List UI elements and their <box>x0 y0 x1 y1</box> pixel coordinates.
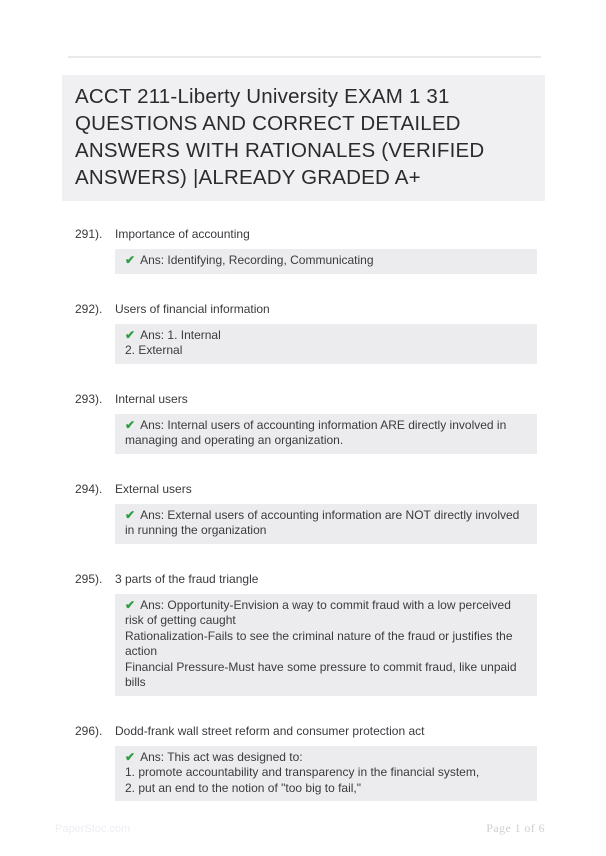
question-number: 291). <box>75 227 103 241</box>
question-number: 294). <box>75 481 103 496</box>
top-divider <box>68 56 541 58</box>
question-text: Dodd-frank wall street reform and consumer protection act <box>115 723 425 738</box>
question-item <box>62 392 545 454</box>
checkmark-icon: ✔ <box>125 597 136 612</box>
title-block <box>62 75 545 201</box>
answer-line: 2. External <box>125 343 183 357</box>
checkmark-icon: ✔ <box>125 749 136 764</box>
answer-first-line <box>125 418 527 449</box>
question-row <box>62 227 545 241</box>
answer-text: Ans: 1. Internal <box>140 327 221 342</box>
document-page <box>0 56 606 856</box>
question-item <box>62 302 545 364</box>
question-item <box>62 724 545 802</box>
question-item <box>62 572 545 696</box>
answer-first-line <box>125 508 527 539</box>
questions-list <box>62 227 545 801</box>
question-item <box>62 482 545 544</box>
question-number: 293). <box>75 391 103 406</box>
page-title: ACCT 211-Liberty University EXAM 1 31 QUESTIONS AND CORRECT DETAILED ANSWERS WITH RATIONALES (VERIFIED ANSWERS) |ALREADY GRADED A+ <box>75 85 485 189</box>
checkmark-icon: ✔ <box>125 253 136 267</box>
answer-text: Ans: This act was designed to: <box>140 749 303 764</box>
checkmark-icon: ✔ <box>125 417 136 432</box>
answer-text: Ans: External users of accounting information are NOT directly involved in running the organization <box>125 507 520 537</box>
question-text: External users <box>115 481 192 496</box>
question-row <box>62 724 545 738</box>
page-footer <box>55 821 545 836</box>
question-item <box>62 227 545 274</box>
answer-block <box>115 594 537 696</box>
answer-text: Ans: Internal users of accounting information ARE directly involved in managing and operating an organization. <box>125 417 507 447</box>
answer-block <box>115 414 537 454</box>
watermark-text: PaperStoc.com <box>55 823 131 835</box>
answer-first-line <box>125 598 527 629</box>
answer-first-line <box>125 253 527 269</box>
answer-line: Financial Pressure-Must have some pressure to commit fraud, like unpaid bills <box>125 659 517 689</box>
answer-first-line <box>125 328 527 344</box>
question-row <box>62 302 545 316</box>
answer-text: Ans: Identifying, Recording, Communicating <box>140 253 374 267</box>
question-number: 292). <box>75 301 103 316</box>
question-text: Users of financial information <box>115 301 270 316</box>
answer-block <box>115 504 537 544</box>
answer-first-line <box>125 750 527 766</box>
checkmark-icon: ✔ <box>125 327 136 342</box>
page-indicator: Page 1 of 6 <box>486 821 545 835</box>
question-text: Importance of accounting <box>115 227 250 241</box>
answer-line: 2. put an end to the notion of "too big to fail," <box>125 780 362 795</box>
answer-text: Ans: Opportunity-Envision a way to commit fraud with a low perceived risk of getting caught <box>125 597 511 627</box>
question-text: Internal users <box>115 391 188 406</box>
answer-line: Rationalization-Fails to see the criminal nature of the fraud or justifies the action <box>125 628 513 658</box>
answer-block <box>115 324 537 364</box>
question-row <box>62 572 545 586</box>
question-text: 3 parts of the fraud triangle <box>115 571 259 586</box>
question-number: 295). <box>75 571 103 586</box>
answer-block <box>115 249 537 274</box>
checkmark-icon: ✔ <box>125 507 136 522</box>
answer-line: 1. promote accountability and transparency in the financial system, <box>125 765 480 779</box>
answer-block <box>115 746 537 802</box>
question-row <box>62 482 545 496</box>
question-row <box>62 392 545 406</box>
question-number: 296). <box>75 723 103 738</box>
